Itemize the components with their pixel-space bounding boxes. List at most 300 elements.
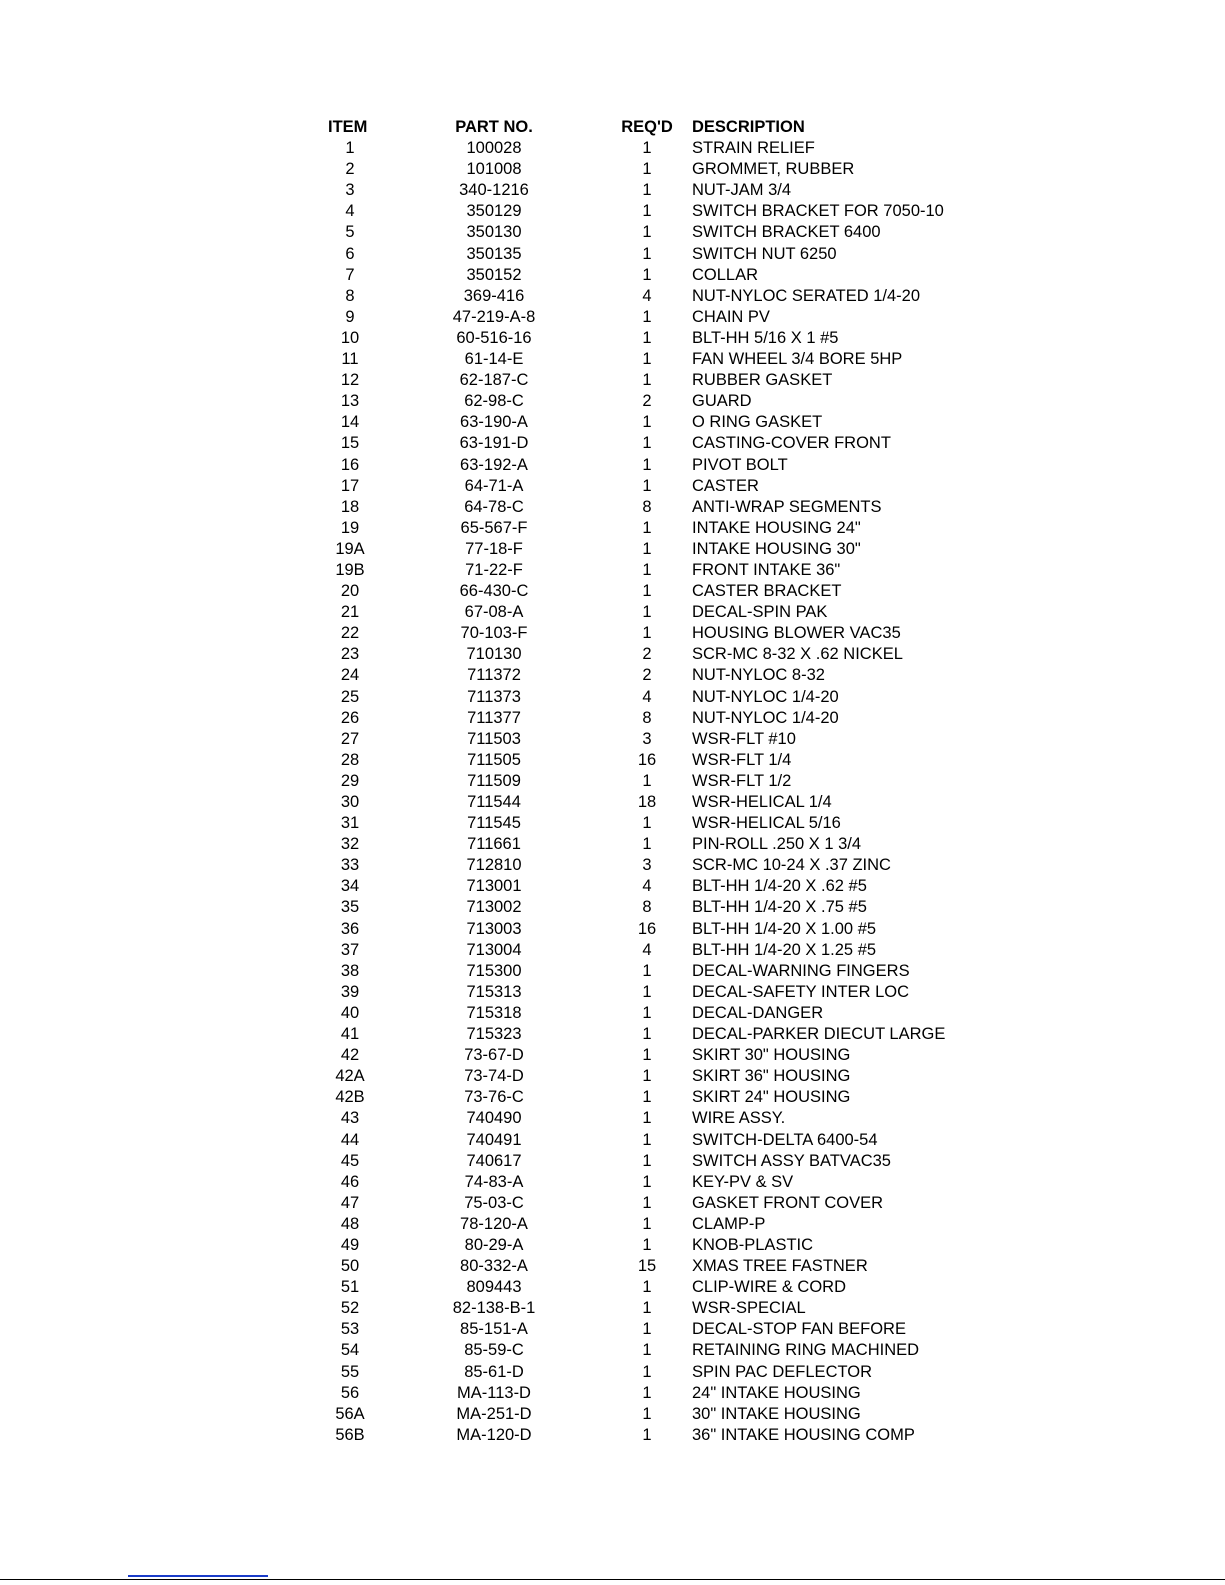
cell-reqd: 1 [642, 223, 652, 242]
cell-part-no: 85-59-C [464, 1341, 524, 1360]
cell-reqd: 1 [642, 1067, 652, 1086]
cell-item: 48 [340, 1214, 360, 1233]
cell-reqd: 2 [642, 645, 652, 664]
cell-description: DECAL-STOP FAN BEFORE [692, 1320, 906, 1339]
cell-description: FAN WHEEL 3/4 BORE 5HP [692, 350, 903, 369]
cell-part-no: 100028 [466, 139, 522, 158]
cell-reqd: 4 [642, 877, 652, 896]
cell-description: SWITCH-DELTA 6400-54 [692, 1130, 878, 1149]
table-row [326, 265, 945, 286]
cell-reqd: 18 [637, 793, 657, 811]
cell-description: NUT-NYLOC 1/4-20 [692, 687, 839, 706]
cell-description: PIN-ROLL .250 X 1 3/4 [692, 835, 862, 854]
table-row [326, 665, 945, 686]
table-row [326, 1172, 945, 1193]
cell-item: 3 [345, 181, 355, 200]
cell-part-no: 63-191-D [459, 434, 529, 453]
table-row [326, 771, 945, 792]
table-row [326, 1298, 945, 1319]
cell-reqd: 1 [642, 982, 652, 1001]
cell-part-no: 64-71-A [464, 476, 524, 495]
table-header-row [326, 117, 945, 138]
parts-list-table [326, 117, 945, 1446]
cell-reqd: 1 [642, 455, 652, 474]
cell-description: NUT-NYLOC 8-32 [692, 666, 825, 685]
table-row [326, 581, 945, 602]
cell-item: 50 [340, 1257, 360, 1276]
table-row [326, 729, 945, 750]
cell-reqd: 1 [642, 1109, 652, 1128]
cell-item: 29 [340, 771, 360, 790]
cell-description: GASKET FRONT COVER [692, 1193, 884, 1212]
cell-reqd: 1 [642, 1320, 652, 1339]
cell-reqd: 4 [642, 940, 652, 959]
cell-description: ANTI-WRAP SEGMENTS [692, 497, 882, 516]
cell-part-no: 715318 [466, 1003, 522, 1022]
cell-reqd: 1 [642, 371, 652, 390]
table-row [326, 750, 945, 771]
cell-part-no: 711661 [467, 835, 521, 854]
cell-part-no: 740490 [466, 1109, 522, 1128]
cell-item: 5 [345, 223, 355, 242]
cell-reqd: 1 [642, 539, 652, 558]
cell-description: NUT-NYLOC 1/4-20 [692, 708, 839, 727]
cell-description: SWITCH ASSY BATVAC35 [692, 1151, 891, 1170]
cell-item: 51 [340, 1278, 360, 1297]
cell-part-no: 809443 [466, 1278, 522, 1297]
cell-item: 56A [335, 1404, 365, 1423]
table-row [326, 370, 945, 391]
cell-reqd: 1 [642, 434, 652, 453]
table-row [326, 687, 945, 708]
table-row [326, 1024, 945, 1045]
cell-reqd: 1 [642, 476, 652, 495]
cell-item: 31 [340, 814, 360, 833]
cell-part-no: 101008 [466, 160, 522, 179]
cell-reqd: 1 [642, 1425, 652, 1444]
cell-item: 35 [340, 898, 360, 917]
table-row [326, 412, 945, 433]
cell-item: 11 [341, 350, 359, 369]
cell-description: 24" INTAKE HOUSING [692, 1383, 861, 1402]
cell-reqd: 1 [642, 1172, 652, 1191]
cell-reqd: 1 [642, 1003, 652, 1022]
cell-part-no: 711505 [467, 750, 521, 769]
cell-description: SWITCH BRACKET 6400 [692, 223, 881, 242]
cell-part-no: 78-120-A [460, 1214, 528, 1233]
cell-reqd: 1 [642, 1383, 652, 1402]
table-row [326, 1277, 945, 1298]
cell-part-no: 713004 [466, 940, 522, 959]
table-row [326, 961, 945, 982]
cell-part-no: 350135 [466, 244, 522, 263]
cell-part-no: 66-430-C [459, 582, 529, 601]
cell-description: BLT-HH 5/16 X 1 #5 [692, 328, 839, 347]
table-row [326, 560, 945, 581]
cell-part-no: MA-113-D [457, 1383, 531, 1402]
cell-part-no: MA-120-D [456, 1425, 532, 1444]
table-row [326, 180, 945, 201]
cell-part-no: 713003 [466, 919, 522, 938]
cell-item: 22 [340, 624, 360, 643]
cell-reqd: 1 [642, 1025, 652, 1044]
cell-item: 45 [340, 1151, 360, 1170]
cell-reqd: 1 [642, 1362, 652, 1381]
cell-description: KNOB-PLASTIC [692, 1235, 814, 1254]
table-row [326, 307, 945, 328]
cell-description: O RING GASKET [692, 413, 823, 432]
cell-part-no: 711373 [467, 687, 521, 706]
cell-part-no: 63-192-A [460, 455, 528, 474]
cell-description: WIRE ASSY. [692, 1109, 786, 1128]
cell-part-no: 64-78-C [464, 497, 524, 516]
table-row [326, 391, 945, 412]
cell-reqd: 1 [642, 961, 652, 980]
cell-part-no: 80-332-A [460, 1257, 528, 1276]
cell-item: 54 [340, 1341, 360, 1360]
cell-item: 56B [335, 1425, 365, 1444]
cell-item: 34 [340, 877, 360, 896]
cell-item: 41 [340, 1025, 360, 1044]
cell-reqd: 1 [642, 1235, 652, 1254]
table-row [326, 644, 945, 665]
cell-reqd: 1 [642, 582, 652, 601]
cell-reqd: 1 [642, 1404, 652, 1423]
table-row [326, 1340, 945, 1361]
cell-part-no: 67-08-A [464, 603, 524, 622]
cell-part-no: 340-1216 [459, 181, 529, 200]
cell-item: 38 [340, 961, 360, 980]
cell-description: BLT-HH 1/4-20 X 1.00 #5 [692, 919, 877, 938]
cell-part-no: 60-516-16 [456, 328, 532, 347]
table-row [326, 222, 945, 243]
table-row [326, 1151, 945, 1172]
cell-reqd: 8 [642, 708, 652, 727]
cell-item: 52 [340, 1299, 360, 1318]
cell-description: DECAL-SAFETY INTER LOC [692, 982, 909, 1001]
cell-part-no: 713002 [466, 898, 522, 917]
cell-reqd: 1 [642, 1278, 652, 1297]
cell-item: 14 [340, 413, 360, 432]
table-row [326, 940, 945, 961]
cell-item: 55 [340, 1362, 360, 1381]
cell-item: 10 [340, 328, 360, 347]
table-row [326, 919, 945, 940]
cell-description: INTAKE HOUSING 30" [692, 539, 861, 558]
cell-reqd: 1 [642, 139, 652, 158]
header-part-no: PART NO. [455, 118, 533, 136]
cell-item: 8 [345, 286, 355, 305]
cell-reqd: 1 [642, 1193, 652, 1212]
cell-reqd: 16 [637, 919, 657, 938]
cell-description: CLAMP-P [692, 1214, 766, 1233]
cell-description: WSR-FLT 1/4 [692, 750, 792, 769]
table-row [326, 1383, 945, 1404]
cell-item: 46 [340, 1172, 360, 1191]
cell-item: 2 [345, 160, 355, 179]
cell-description: RUBBER GASKET [692, 371, 833, 390]
table-row [326, 855, 945, 876]
table-row [326, 1130, 945, 1151]
cell-reqd: 1 [642, 1130, 652, 1149]
cell-reqd: 1 [642, 835, 652, 854]
table-row [326, 1235, 945, 1256]
cell-item: 23 [340, 645, 360, 664]
cell-description: CASTING-COVER FRONT [692, 434, 891, 453]
cell-reqd: 16 [637, 750, 657, 769]
cell-description: DECAL-WARNING FINGERS [692, 961, 910, 980]
cell-part-no: 711545 [467, 814, 521, 833]
cell-description: KEY-PV & SV [692, 1172, 794, 1191]
cell-description: COLLAR [692, 265, 759, 284]
table-row [326, 433, 945, 454]
cell-reqd: 1 [642, 1088, 652, 1107]
cell-part-no: 350152 [466, 265, 522, 284]
table-row [326, 708, 945, 729]
cell-item: 17 [340, 476, 360, 495]
cell-description: SCR-MC 10-24 X .37 ZINC [692, 856, 891, 875]
cell-item: 19 [340, 518, 360, 537]
table-row [326, 518, 945, 539]
cell-item: 43 [340, 1109, 360, 1128]
table-row [326, 623, 945, 644]
table-row [326, 349, 945, 370]
cell-part-no: 71-22-F [465, 560, 523, 579]
cell-part-no: 73-74-D [464, 1067, 524, 1086]
table-row [326, 897, 945, 918]
table-row [326, 1003, 945, 1024]
cell-item: 28 [340, 750, 360, 769]
cell-description: WSR-SPECIAL [692, 1299, 806, 1318]
cell-part-no: 61-14-E [464, 350, 524, 369]
cell-part-no: 350129 [466, 202, 522, 221]
cell-description: STRAIN RELIEF [692, 139, 815, 158]
cell-reqd: 1 [642, 518, 652, 537]
cell-part-no: 711503 [467, 729, 521, 748]
cell-description: WSR-FLT #10 [692, 729, 796, 748]
table-row [326, 138, 945, 159]
table-row [326, 1404, 945, 1425]
parts-table-body [326, 138, 945, 1446]
cell-item: 37 [340, 940, 360, 959]
cell-reqd: 1 [642, 350, 652, 369]
table-row [326, 244, 945, 265]
cell-description: DECAL-PARKER DIECUT LARGE [692, 1025, 946, 1044]
cell-item: 18 [340, 497, 360, 516]
table-row [326, 1087, 945, 1108]
cell-reqd: 2 [642, 392, 652, 411]
cell-reqd: 1 [642, 1214, 652, 1233]
cell-part-no: 85-151-A [460, 1320, 528, 1339]
cell-part-no: 80-29-A [464, 1235, 524, 1254]
cell-item: 36 [340, 919, 360, 938]
table-row [326, 602, 945, 623]
cell-reqd: 4 [642, 286, 652, 305]
cell-reqd: 8 [642, 497, 652, 516]
table-row [326, 1045, 945, 1066]
cell-description: BLT-HH 1/4-20 X 1.25 #5 [692, 940, 877, 959]
cell-description: CASTER BRACKET [692, 582, 842, 601]
cell-description: RETAINING RING MACHINED [692, 1341, 920, 1360]
cell-item: 42B [335, 1088, 365, 1107]
cell-description: CASTER [692, 476, 759, 495]
cell-description: HOUSING BLOWER VAC35 [692, 624, 901, 643]
cell-reqd: 3 [642, 729, 652, 748]
footer-rule [0, 1579, 1225, 1580]
table-row [326, 201, 945, 222]
table-row [326, 982, 945, 1003]
cell-reqd: 1 [642, 265, 652, 284]
cell-part-no: 715313 [466, 982, 522, 1001]
cell-item: 53 [340, 1320, 360, 1339]
cell-item: 33 [340, 856, 360, 875]
table-row [326, 476, 945, 497]
cell-description: NUT-NYLOC SERATED 1/4-20 [692, 286, 921, 305]
cell-description: GROMMET, RUBBER [692, 160, 855, 179]
cell-item: 9 [345, 307, 355, 326]
cell-reqd: 1 [642, 328, 652, 347]
cell-description: SWITCH BRACKET FOR 7050-10 [692, 202, 944, 221]
cell-part-no: 740491 [466, 1130, 522, 1149]
table-row [326, 1425, 945, 1446]
header-description: DESCRIPTION [692, 118, 805, 136]
cell-reqd: 1 [642, 603, 652, 622]
table-row [326, 539, 945, 560]
cell-part-no: 82-138-B-1 [452, 1299, 536, 1318]
cell-reqd: 8 [642, 898, 652, 917]
table-row [326, 834, 945, 855]
cell-reqd: 1 [642, 1046, 652, 1065]
cell-item: 19A [335, 539, 365, 558]
cell-item: 6 [345, 244, 355, 263]
cell-item: 19B [335, 560, 365, 579]
cell-description: 36" INTAKE HOUSING COMP [692, 1425, 915, 1444]
table-row [326, 876, 945, 897]
cell-reqd: 4 [642, 687, 652, 706]
cell-reqd: 1 [642, 307, 652, 326]
cell-part-no: 711544 [467, 793, 521, 811]
cell-description: INTAKE HOUSING 24" [692, 518, 861, 537]
table-row [326, 455, 945, 476]
cell-item: 20 [340, 582, 360, 601]
table-row [326, 792, 945, 813]
cell-part-no: 74-83-A [464, 1172, 524, 1191]
cell-description: GUARD [692, 392, 752, 411]
cell-item: 42 [340, 1046, 360, 1065]
cell-part-no: 75-03-C [464, 1193, 524, 1212]
cell-part-no: 47-219-A-8 [452, 307, 536, 326]
cell-reqd: 1 [642, 413, 652, 432]
cell-part-no: 715300 [466, 961, 522, 980]
cell-part-no: 712810 [466, 856, 522, 875]
cell-item: 21 [340, 603, 360, 622]
cell-description: SKIRT 24" HOUSING [692, 1088, 851, 1107]
cell-item: 7 [345, 265, 355, 284]
cell-part-no: 369-416 [463, 286, 525, 305]
cell-item: 49 [340, 1235, 360, 1254]
cell-reqd: 1 [642, 202, 652, 221]
cell-description: SWITCH NUT 6250 [692, 244, 837, 263]
cell-part-no: 73-67-D [464, 1046, 524, 1065]
cell-item: 39 [340, 982, 360, 1001]
cell-part-no: 715323 [466, 1025, 522, 1044]
cell-description: SPIN PAC DEFLECTOR [692, 1362, 873, 1381]
cell-description: NUT-JAM 3/4 [692, 181, 792, 200]
cell-part-no: 350130 [466, 223, 522, 242]
cell-part-no: 713001 [466, 877, 522, 896]
cell-part-no: 710130 [466, 645, 522, 664]
cell-description: DECAL-DANGER [692, 1003, 824, 1022]
cell-description: PIVOT BOLT [692, 455, 788, 474]
cell-item: 47 [340, 1193, 360, 1212]
cell-part-no: 70-103-F [460, 624, 528, 643]
table-row [326, 1108, 945, 1129]
cell-part-no: 63-190-A [460, 413, 528, 432]
cell-description: WSR-HELICAL 1/4 [692, 793, 832, 811]
table-row [326, 497, 945, 518]
cell-part-no: 65-567-F [460, 518, 528, 537]
cell-part-no: 62-187-C [459, 371, 529, 390]
cell-item: 25 [340, 687, 360, 706]
cell-part-no: 740617 [466, 1151, 522, 1170]
cell-part-no: 77-18-F [465, 539, 523, 558]
table-row [326, 813, 945, 834]
cell-reqd: 1 [642, 1341, 652, 1360]
cell-reqd: 1 [642, 771, 652, 790]
cell-reqd: 1 [642, 624, 652, 643]
header-reqd: REQ'D [621, 118, 673, 136]
cell-item: 16 [340, 455, 360, 474]
cell-description: CHAIN PV [692, 307, 770, 326]
cell-item: 4 [345, 202, 355, 221]
cell-reqd: 3 [642, 856, 652, 875]
cell-part-no: 711509 [467, 771, 521, 790]
cell-item: 24 [340, 666, 360, 685]
cell-item: 27 [340, 729, 360, 748]
cell-item: 12 [340, 371, 360, 390]
cell-part-no: MA-251-D [456, 1404, 532, 1423]
cell-item: 30 [340, 793, 360, 811]
table-row [326, 1214, 945, 1235]
cell-reqd: 1 [642, 244, 652, 263]
table-row [326, 159, 945, 180]
cell-item: 42A [335, 1067, 365, 1086]
cell-description: DECAL-SPIN PAK [692, 603, 828, 622]
cell-reqd: 1 [642, 181, 652, 200]
cell-part-no: 62-98-C [464, 392, 524, 411]
footer-link-underline [128, 1575, 268, 1577]
cell-item: 13 [340, 392, 360, 411]
header-item: ITEM [328, 118, 368, 136]
cell-description: WSR-HELICAL 5/16 [692, 814, 841, 833]
cell-description: SCR-MC 8-32 X .62 NICKEL [692, 645, 903, 664]
cell-part-no: 711377 [467, 708, 521, 727]
table-row [326, 1193, 945, 1214]
cell-description: BLT-HH 1/4-20 X .75 #5 [692, 898, 867, 917]
cell-item: 44 [340, 1130, 360, 1149]
cell-item: 56 [340, 1383, 360, 1402]
cell-reqd: 1 [642, 1299, 652, 1318]
cell-item: 26 [340, 708, 360, 727]
cell-description: BLT-HH 1/4-20 X .62 #5 [692, 877, 867, 896]
cell-description: 30" INTAKE HOUSING [692, 1404, 861, 1423]
cell-item: 32 [340, 835, 360, 854]
table-row [326, 1362, 945, 1383]
cell-reqd: 1 [642, 560, 652, 579]
table-row [326, 1319, 945, 1340]
cell-description: XMAS TREE FASTNER [692, 1257, 868, 1276]
cell-part-no: 711372 [467, 666, 521, 685]
